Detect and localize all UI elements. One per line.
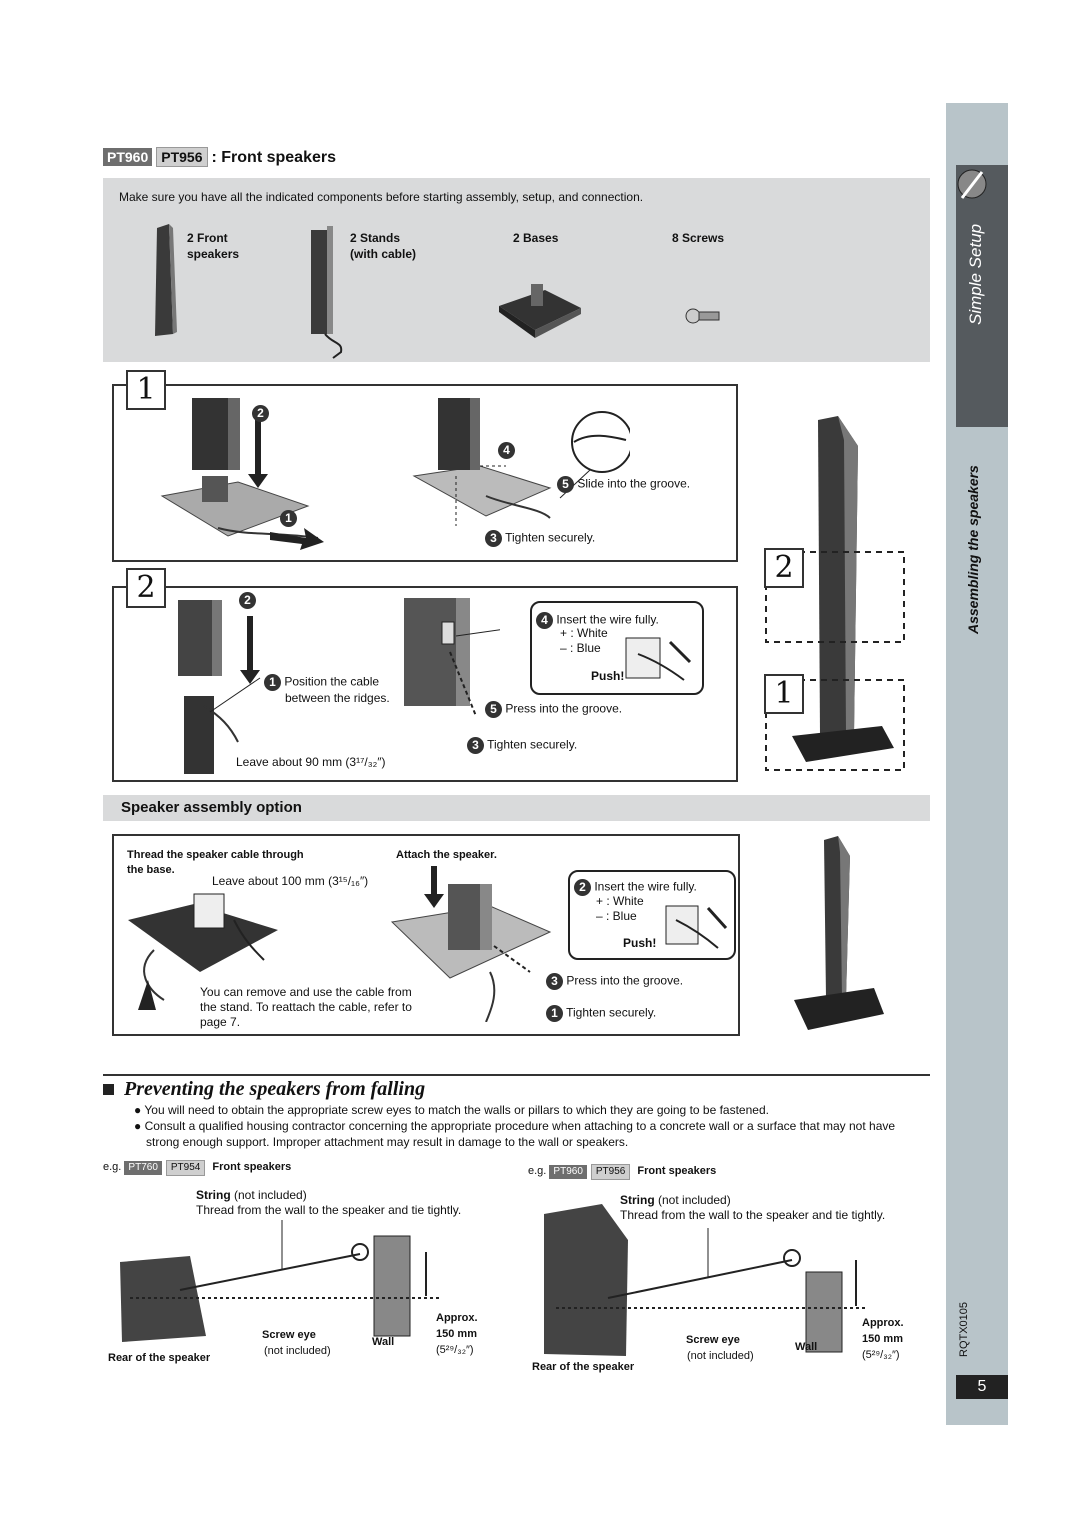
- step2-position-line2: between the ridges.: [285, 691, 390, 705]
- example-right-eg: e.g.: [528, 1165, 547, 1177]
- prevent-bullet-2-line2: strong enough support. Improper attachment may result in damage to the wall or speakers.: [146, 1135, 629, 1149]
- example-right-wall: Wall: [795, 1341, 818, 1353]
- prevent-bullet-2: [134, 1118, 934, 1150]
- step1-tighten-note: [485, 530, 595, 547]
- step2-marker-4: 4: [536, 612, 553, 629]
- step2-tighten-note: [467, 737, 577, 754]
- example-left-approx: Approx.: [436, 1312, 478, 1324]
- option-remove-line1: You can remove and use the cable from: [200, 985, 412, 999]
- step2-leave-note: Leave about 90 mm (3¹⁷/₃₂″): [236, 755, 386, 769]
- example-right-thread: Thread from the wall to the speaker and tie tightly.: [620, 1208, 886, 1222]
- option-remove-line3: page 7.: [200, 1015, 241, 1029]
- example-right-rear: Rear of the speaker: [532, 1361, 635, 1373]
- option-attach-illustration: [390, 862, 560, 1022]
- example-left-thread: Thread from the wall to the speaker and tie tightly.: [196, 1203, 462, 1217]
- option-marker-1: 1: [546, 1005, 563, 1022]
- step1-number: 1: [126, 370, 166, 410]
- example-right-screw: Screw eye: [686, 1334, 740, 1346]
- example-left-screw-not: (not included): [264, 1345, 331, 1357]
- step2-number: 2: [126, 568, 166, 608]
- part-front-speakers: [187, 230, 239, 262]
- example-right-heading: [528, 1164, 716, 1180]
- example-left-heading: [103, 1160, 291, 1176]
- stand-image: [303, 224, 353, 360]
- option-marker-3: 3: [546, 973, 563, 990]
- step2-speaker-illustration: [400, 596, 500, 746]
- part-front-line1: 2 Front: [187, 231, 228, 245]
- example-right-string-not: (not included): [658, 1193, 731, 1207]
- step1-marker-2: 2: [252, 405, 269, 422]
- step1-slide-note: [557, 476, 690, 493]
- option-assembled-speaker: [784, 836, 894, 1046]
- model-tag-pt960: PT960: [103, 148, 152, 166]
- step1-marker-5: 5: [557, 476, 574, 493]
- front-speaker-image: [151, 224, 177, 338]
- option-remove-line2: the stand. To reattach the cable, refer to: [200, 1000, 412, 1014]
- terminal-icon: [624, 634, 696, 686]
- prevent-bullet-2-line1: Consult a qualified housing contractor concerning the appropriate procedure when attaching to a concrete wall or a surface that may not have: [144, 1119, 896, 1133]
- step2-press-text: Press into the groove.: [505, 701, 623, 716]
- step2-tighten-text: Tighten securely.: [487, 737, 578, 752]
- example-right-screw-not: (not included): [687, 1350, 754, 1362]
- front-speakers-title: : Front speakers: [211, 148, 336, 166]
- example-left-screw: Screw eye: [262, 1329, 316, 1341]
- step1-slide-text: Slide into the groove.: [577, 476, 691, 491]
- page-number: 5: [956, 1375, 1008, 1399]
- step2-marker-2: 2: [239, 592, 256, 609]
- doc-code: RQTX0105: [958, 1301, 970, 1357]
- example-left-tag2: PT954: [166, 1160, 205, 1176]
- side-step-1: 1: [764, 674, 804, 714]
- option-press-note: [546, 973, 683, 990]
- parts-intro: Make sure you have all the indicated components before starting assembly, setup, and connection.: [119, 190, 644, 204]
- step2-push-label: Push!: [591, 669, 625, 683]
- example-right-title: Front speakers: [637, 1165, 717, 1177]
- option-push-label: Push!: [623, 936, 657, 950]
- side-step-2: 2: [764, 548, 804, 588]
- example-left-string-label: String: [196, 1188, 231, 1202]
- model-tag-pt956: PT956: [156, 147, 207, 167]
- parts-box: [103, 178, 930, 362]
- step2-plus-white: + : White: [560, 626, 608, 640]
- example-left-tag1: PT760: [124, 1161, 161, 1175]
- step1-tighten-text: Tighten securely.: [505, 530, 596, 545]
- example-right-approx: Approx.: [862, 1317, 904, 1329]
- option-insert-text: Insert the wire fully.: [594, 879, 697, 894]
- prevent-title: Preventing the speakers from falling: [124, 1078, 426, 1100]
- option-plus-white: + : White: [596, 894, 644, 908]
- step2-marker-1: 1: [264, 674, 281, 691]
- option-terminal-icon: [664, 902, 730, 952]
- base-image: [499, 282, 581, 342]
- option-tighten-text: Tighten securely.: [566, 1005, 657, 1020]
- example-right-tag2: PT956: [591, 1164, 630, 1180]
- part-screws: 8 Screws: [672, 231, 725, 245]
- step2-insert-text: Insert the wire fully.: [556, 612, 659, 627]
- example-left-title: Front speakers: [212, 1161, 292, 1173]
- screw-image: [685, 306, 721, 326]
- option-marker-2: 2: [574, 879, 591, 896]
- step2-marker-3: 3: [467, 737, 484, 754]
- option-thread-line2: the base.: [127, 864, 175, 876]
- option-thread-line1: Thread the speaker cable through: [127, 849, 304, 861]
- sidebar-section: Simple Setup: [966, 223, 985, 325]
- example-left-string: [196, 1188, 461, 1218]
- bullet-dot-icon: ●: [134, 1119, 142, 1133]
- example-left-eg: e.g.: [103, 1161, 122, 1173]
- part-stands-line1: 2 Stands: [350, 231, 401, 245]
- sidebar: [946, 103, 1008, 1425]
- heading-square-icon: [103, 1084, 114, 1095]
- option-minus-blue: – : Blue: [596, 909, 637, 923]
- example-right-inch: (5²⁹/₃₂″): [862, 1349, 900, 1361]
- option-remove-note: [200, 985, 412, 1030]
- part-stands: [350, 230, 416, 262]
- assembly-option-heading: Speaker assembly option: [103, 795, 930, 821]
- part-bases: 2 Bases: [513, 231, 559, 245]
- example-right-tag1: PT960: [549, 1165, 586, 1179]
- step2-marker-5: 5: [485, 701, 502, 718]
- part-front-line2: speakers: [187, 247, 240, 261]
- bullet-dot-icon: ●: [134, 1103, 142, 1117]
- prevent-heading: [103, 1074, 930, 1101]
- step2-minus-blue: – : Blue: [560, 641, 601, 655]
- front-speakers-heading: [103, 147, 336, 167]
- step1-base-illustration: [410, 396, 630, 536]
- example-left-string-not: (not included): [234, 1188, 307, 1202]
- step1-marker-4: 4: [498, 442, 515, 459]
- assembled-speaker-illustration: [762, 416, 912, 776]
- step1-arrow-icon: [270, 526, 326, 550]
- wrench-icon: [954, 166, 990, 206]
- example-left-wall: Wall: [372, 1336, 395, 1348]
- prevent-bullet-1-text: You will need to obtain the appropriate screw eyes to match the walls or pillars to which they are going to be fastened.: [144, 1103, 769, 1117]
- step2-press-note: [485, 701, 622, 718]
- example-left-mm: 150 mm: [436, 1328, 477, 1340]
- step1-marker-3: 3: [485, 530, 502, 547]
- step1-marker-1: 1: [280, 510, 297, 527]
- example-left-rear: Rear of the speaker: [108, 1352, 211, 1364]
- prevent-bullet-1: [134, 1102, 769, 1118]
- option-attach-label: Attach the speaker.: [396, 849, 497, 861]
- example-right-mm: 150 mm: [862, 1333, 903, 1345]
- option-press-text: Press into the groove.: [566, 973, 684, 988]
- part-stands-line2: (with cable): [350, 247, 417, 261]
- option-tighten-note: [546, 1005, 656, 1022]
- example-left-inch: (5²⁹/₃₂″): [436, 1344, 474, 1356]
- step2-position-line1: Position the cable: [284, 674, 380, 689]
- step2-stand-illustration: [170, 596, 270, 776]
- step2-position-note: [264, 674, 390, 706]
- sidebar-subsection: Assembling the speakers: [965, 465, 981, 634]
- example-right-string-label: String: [620, 1193, 655, 1207]
- option-leave-note: Leave about 100 mm (3¹⁵/₁₆″): [212, 874, 369, 888]
